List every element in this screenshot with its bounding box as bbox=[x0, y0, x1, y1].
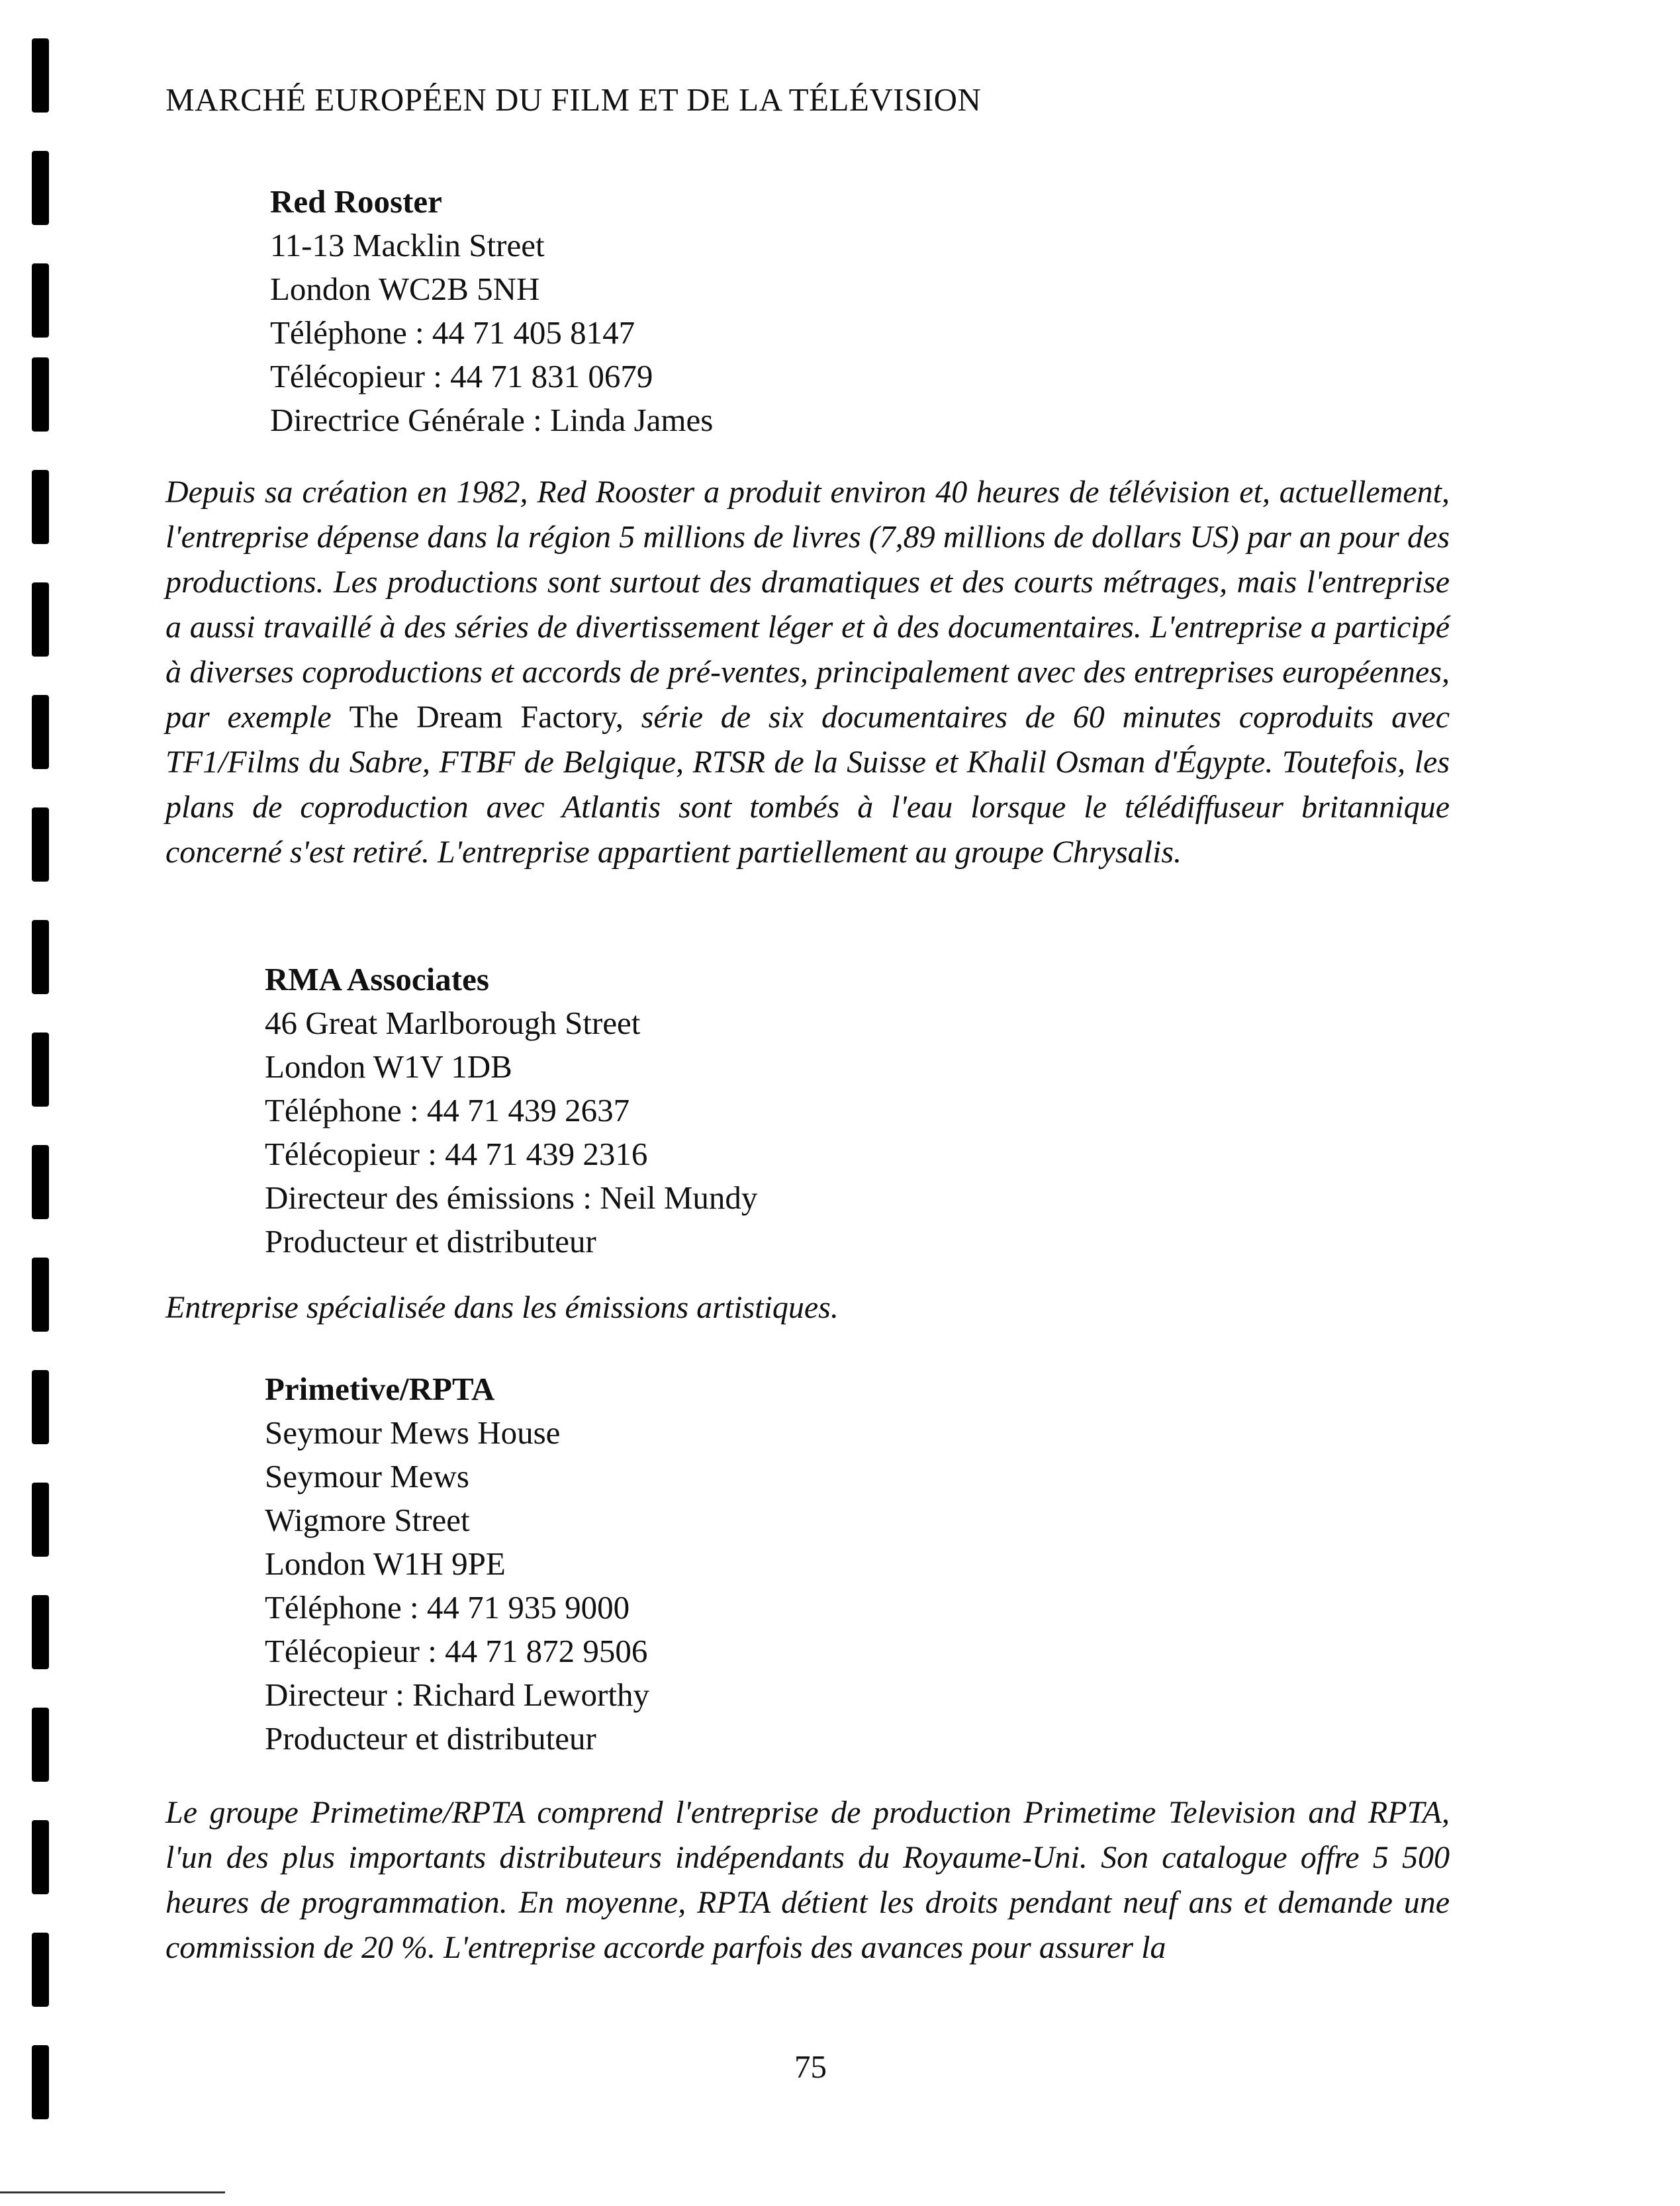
address-line: Wigmore Street bbox=[265, 1502, 470, 1538]
contact-line: Directeur : Richard Leworthy bbox=[265, 1677, 649, 1713]
address-line: Seymour Mews House bbox=[265, 1414, 561, 1451]
binding-hole-mark bbox=[32, 582, 49, 657]
company-entry-rma-associates bbox=[265, 958, 757, 1264]
company-entry-primetive-rpta bbox=[265, 1367, 649, 1761]
binding-hole-mark bbox=[32, 1708, 49, 1782]
address-line: London W1H 9PE bbox=[265, 1545, 506, 1582]
binding-hole-mark bbox=[32, 263, 49, 338]
binding-hole-mark bbox=[32, 1258, 49, 1332]
contact-line: Directrice Générale : Linda James bbox=[270, 402, 714, 438]
role-line: Producteur et distributeur bbox=[265, 1720, 596, 1757]
page-header: MARCHÉ EUROPÉEN DU FILM ET DE LA TÉLÉVISION bbox=[165, 81, 982, 118]
role-line: Producteur et distributeur bbox=[265, 1223, 596, 1260]
contact-line: Directeur des émissions : Neil Mundy bbox=[265, 1179, 758, 1216]
company-entry-red-rooster bbox=[270, 180, 713, 442]
company-name: Primetive/RPTA bbox=[265, 1371, 495, 1407]
binding-hole-mark bbox=[32, 2045, 49, 2119]
binding-hole-mark bbox=[32, 357, 49, 432]
binding-hole-mark bbox=[32, 151, 49, 225]
binding-hole-mark bbox=[32, 1820, 49, 1894]
program-title: The Dream Factory, bbox=[349, 700, 624, 735]
company-description-rma: Entreprise spécialisée dans les émissions artistiques. bbox=[165, 1290, 839, 1325]
fax-line: Télécopieur : 44 71 872 9506 bbox=[265, 1633, 648, 1669]
fax-line: Télécopieur : 44 71 439 2316 bbox=[265, 1136, 648, 1172]
binding-hole-mark bbox=[32, 1370, 49, 1444]
company-description-red-rooster bbox=[165, 470, 1450, 875]
company-name: Red Rooster bbox=[270, 183, 442, 220]
binding-hole-mark bbox=[32, 920, 49, 994]
binding-hole-mark bbox=[32, 1033, 49, 1107]
binding-hole-mark bbox=[32, 1595, 49, 1669]
bottom-edge-rule bbox=[0, 2191, 225, 2193]
phone-line: Téléphone : 44 71 439 2637 bbox=[265, 1092, 630, 1128]
description-text: Depuis sa création en 1982, Red Rooster a produit environ 40 heures de télévision et, actuellement, l'entreprise dépense dans la région 5 millions de livres (7,89 millions de dollars US) par an pour des productions. Les productions sont surtout des dramatiques et des courts métrages, mais l'entreprise a aussi travaillé à des séries de divertissement léger et à des documentaires. L'entreprise a participé à diverses coproductions et accords de pré-ventes, principalement avec des entreprises européennes, par exemple bbox=[165, 475, 1450, 735]
address-line: 11-13 Macklin Street bbox=[270, 227, 545, 263]
company-name: RMA Associates bbox=[265, 961, 489, 997]
address-line: Seymour Mews bbox=[265, 1458, 469, 1494]
phone-line: Téléphone : 44 71 405 8147 bbox=[270, 314, 635, 351]
description-text: série de six documentaires de 60 minutes coproduits avec TF1/Films du Sabre, FTBF de Belgique, RTSR de la Suisse et Khalil Osman d'Égypte. Toutefois, les plans de coproduction avec Atlantis sont tombés à l'eau lorsque le télédiffuseur britannique concerné s'est retiré. L'entreprise appartient partiellement au groupe Chrysalis. bbox=[165, 700, 1450, 870]
address-line: London WC2B 5NH bbox=[270, 271, 540, 307]
address-line: 46 Great Marlborough Street bbox=[265, 1005, 641, 1041]
phone-line: Téléphone : 44 71 935 9000 bbox=[265, 1589, 630, 1626]
page-number: 75 bbox=[794, 2048, 827, 2085]
binding-hole-mark bbox=[32, 38, 49, 113]
binding-hole-mark bbox=[32, 695, 49, 769]
fax-line: Télécopieur : 44 71 831 0679 bbox=[270, 358, 653, 394]
binding-hole-mark bbox=[32, 1483, 49, 1557]
binding-hole-mark bbox=[32, 1933, 49, 2007]
address-line: London W1V 1DB bbox=[265, 1048, 512, 1085]
company-description-primetime: Le groupe Primetime/RPTA comprend l'entreprise de production Primetime Television and RPTA, l'un des plus importants distributeurs indépendants du Royaume-Uni. Son catalogue offre 5 500 heures de programmation. En moyenne, RPTA détient les droits pendant neuf ans et demande une commission de 20 %. L'entreprise accorde parfois des avances pour assurer la bbox=[165, 1795, 1450, 1965]
binding-hole-mark bbox=[32, 470, 49, 544]
binding-hole-mark bbox=[32, 1145, 49, 1219]
binding-hole-mark bbox=[32, 807, 49, 882]
